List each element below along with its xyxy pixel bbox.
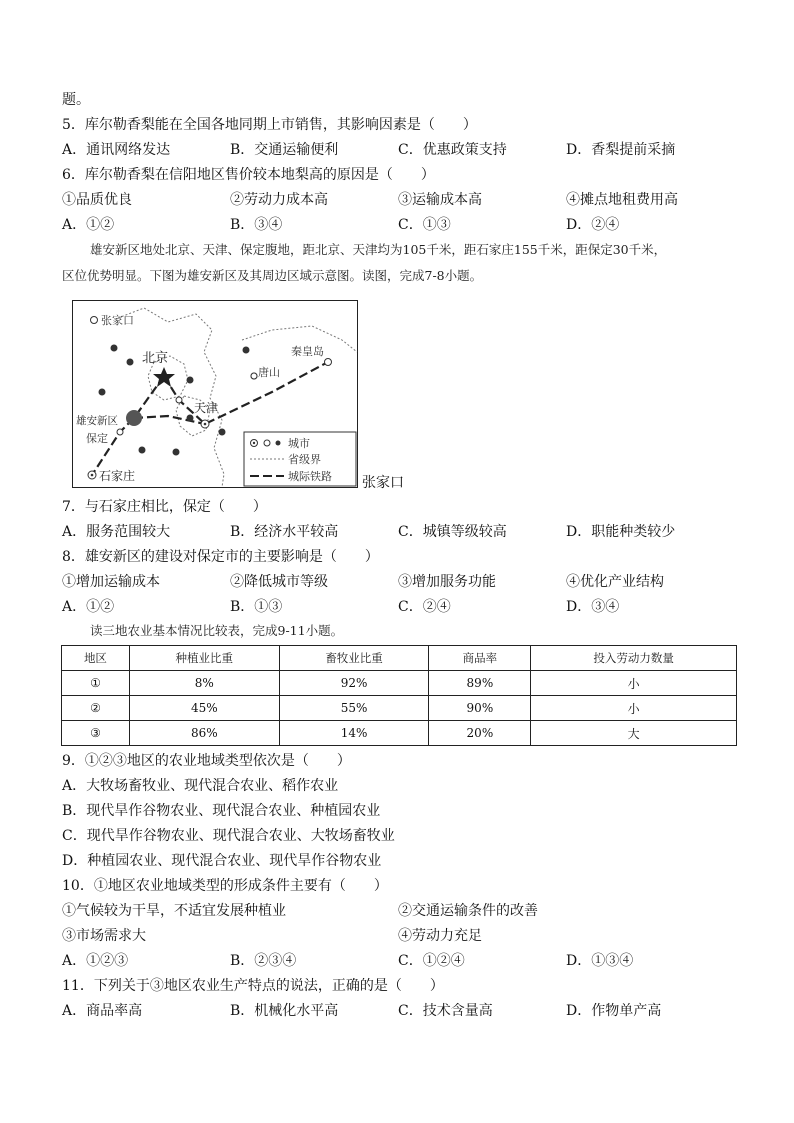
agriculture-comparison-table [61,645,737,746]
city-qinhuangdao-marker [325,359,332,366]
table-cell: 14% [279,721,429,746]
table-header: 种植业比重 [129,646,279,671]
table-cell: 小 [531,696,737,721]
legend-city: 城市 [288,437,310,450]
city-zhangjiakou-marker [91,317,98,324]
table-cell: 90% [429,696,531,721]
intro-9-11-line: 读三地农业基本情况比较表，完成9-11小题。 [90,623,344,638]
question-6-items [62,190,734,210]
table-cell: 大 [531,721,737,746]
map-legend [244,432,356,486]
q6-option-d[interactable]: D．②④ [566,217,620,233]
table-cell: 55% [279,696,429,721]
question-8-options [62,597,734,617]
q9-option-d[interactable]: D．种植园农业、现代混合农业、现代旱作谷物农业 [62,853,382,869]
table-row [62,721,737,746]
q6-option-a[interactable]: A．①② [62,217,115,233]
map-label-tangshan: 唐山 [258,366,280,379]
xiongan-new-area-marker [126,410,142,426]
q5-option-c[interactable]: C．优惠政策支持 [398,142,507,158]
question-10-items-row2 [62,926,734,946]
intro-7-8-line2: 区位优势明显。下图为雄安新区及其周边区域示意图。读图，完成7-8小题。 [62,268,483,283]
q9-option-c[interactable]: C．现代旱作谷物农业、现代混合农业、大牧场畜牧业 [62,828,395,844]
table-row [62,696,737,721]
question-9-stem: 9．①②③地区的农业地域类型依次是（ ） [62,753,351,769]
question-6-stem: 6．库尔勒香梨在信阳地区售价较本地梨高的原因是（ ） [62,167,435,183]
q7-option-b[interactable]: B．经济水平较高 [230,524,339,540]
question-7-options [62,522,734,542]
question-6-options [62,215,734,235]
q10-item-3: ③市场需求大 [62,928,146,944]
table-cell: 45% [129,696,279,721]
q11-option-b[interactable]: B．机械化水平高 [230,1003,339,1019]
q9-option-b[interactable]: B．现代旱作谷物农业、现代混合农业、种植园农业 [62,803,381,819]
q11-option-c[interactable]: C．技术含量高 [398,1003,493,1019]
q11-option-a[interactable]: A．商品率高 [62,1003,143,1019]
map-label-baoding: 保定 [86,432,108,445]
map-label-qinhuangdao: 秦皇岛 [291,345,324,358]
question-5-stem: 5．库尔勒香梨能在全国各地同期上市销售，其影响因素是（ ） [62,117,477,133]
q6-option-b[interactable]: B．③④ [230,217,283,233]
legend-railway: 城际铁路 [288,470,332,483]
city-baoding-marker [117,429,123,435]
map-label-beijing: 北京 [142,351,169,366]
table-header: 投入劳动力数量 [531,646,737,671]
table-cell: 92% [279,671,429,696]
table-cell: ② [62,696,130,721]
question-5-options [62,140,734,160]
map-label-xiongan: 雄安新区 [76,415,118,427]
q6-item-4: ④摊点地租费用高 [566,192,678,208]
table-row [62,671,737,696]
city-langfang-marker [176,397,182,403]
city-tangshan-marker [251,373,257,379]
table-cell: 8% [129,671,279,696]
question-11-options [62,1001,734,1021]
q8-option-d[interactable]: D．③④ [566,599,620,615]
q6-item-2: ②劳动力成本高 [230,192,328,208]
table-header: 畜牧业比重 [279,646,429,671]
q10-item-2: ②交通运输条件的改善 [398,903,538,919]
q7-option-d[interactable]: D．职能种类较少 [566,524,676,540]
q7-option-c[interactable]: C．城镇等级较高 [398,524,507,540]
table-header: 商品率 [429,646,531,671]
table-cell: ① [62,671,130,696]
table-cell: 89% [429,671,531,696]
map-label-tianjin: 天津 [194,401,219,415]
intro-9-11 [62,618,738,644]
question-8-stem: 8．雄安新区的建设对保定市的主要影响是（ ） [62,549,379,565]
question-7-stem: 7．与石家庄相比，保定（ ） [62,499,267,515]
q6-item-1: ①品质优良 [62,192,132,208]
xiongan-region-map [72,300,358,488]
table-cell: 小 [531,671,737,696]
q8-item-4: ④优化产业结构 [566,574,664,590]
intro-7-8-line1: 雄安新区地处北京、天津、保定腹地，距北京、天津均为105千米，距石家庄155千米，距保定30千米， [90,242,667,257]
q5-option-b[interactable]: B．交通运输便利 [230,142,339,158]
q11-option-d[interactable]: D．作物单产高 [566,1003,662,1019]
q10-item-4: ④劳动力充足 [398,928,482,944]
q8-option-b[interactable]: B．①③ [230,599,283,615]
continuation-text: 题。 [62,92,90,108]
table-cell: ③ [62,721,130,746]
q7-option-a[interactable]: A．服务范围较大 [62,524,171,540]
q8-item-3: ③增加服务功能 [398,574,496,590]
q8-option-c[interactable]: C．②④ [398,599,451,615]
question-8-items [62,572,734,592]
map-label-zhangjiakou: 张家口 [101,314,134,327]
q10-option-c[interactable]: C．①②④ [398,953,465,969]
map-caption: 张家口 [362,475,404,491]
question-10-stem: 10．①地区农业地域类型的形成条件主要有（ ） [62,878,388,894]
q5-option-d[interactable]: D．香梨提前采摘 [566,142,676,158]
q10-option-b[interactable]: B．②③④ [230,953,297,969]
question-10-items-row1 [62,901,734,921]
q10-option-d[interactable]: D．①③④ [566,953,634,969]
table-cell: 86% [129,721,279,746]
table-header: 地区 [62,646,130,671]
question-11-stem: 11．下列关于③地区农业生产特点的说法，正确的是（ ） [62,978,444,994]
q8-item-2: ②降低城市等级 [230,574,328,590]
q10-item-1: ①气候较为干旱，不适宜发展种植业 [62,903,286,919]
legend-border: 省级界 [288,453,321,466]
table-header-row [62,646,737,671]
q9-option-a[interactable]: A．大牧场畜牧业、现代混合农业、稻作农业 [62,778,339,794]
q8-item-1: ①增加运输成本 [62,574,160,590]
q6-option-c[interactable]: C．①③ [398,217,451,233]
q8-option-a[interactable]: A．①② [62,599,115,615]
q10-option-a[interactable]: A．①②③ [62,953,129,969]
table-cell: 20% [429,721,531,746]
q6-item-3: ③运输成本高 [398,192,482,208]
question-10-options [62,951,734,971]
intro-7-8 [62,237,738,289]
map-label-shijiazhuang: 石家庄 [99,469,136,483]
q5-option-a[interactable]: A．通讯网络发达 [62,142,171,158]
